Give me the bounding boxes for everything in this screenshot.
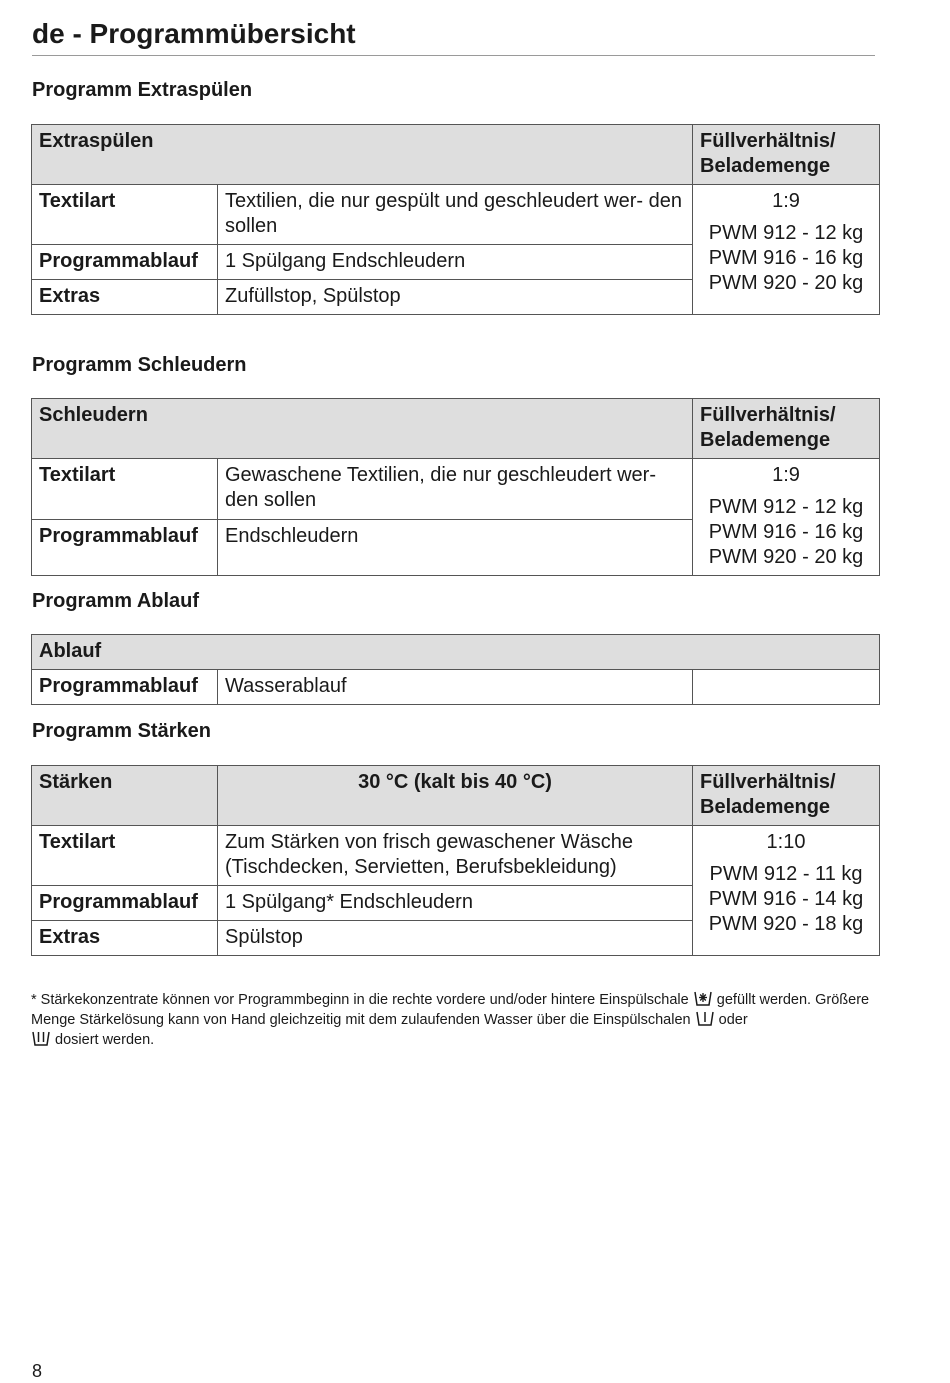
footnote-text: gefüllt werden. Größere Menge Stärkelösung kann von Hand gleichzeitig mit dem zulaufenden Wasser über die Einspülschalen [31, 992, 870, 1028]
footnote-text: dosiert werden. [55, 1032, 155, 1048]
row-value: Endschleudern [218, 520, 693, 576]
fill-ratio-cell [693, 459, 880, 576]
row-label: Textilart [32, 826, 218, 886]
table-row [32, 826, 880, 886]
row-label: Textilart [32, 459, 218, 520]
section-heading-extraspuelen: Programm Extraspülen [32, 79, 253, 101]
row-value: Gewaschene Textilien, die nur geschleudert wer- den sollen [218, 459, 693, 520]
section-heading-staerken: Programm Stärken [32, 720, 211, 742]
footnote-text: oder [718, 1012, 748, 1028]
fill-ratio-header: Füllverhältnis/ Belademenge [693, 399, 880, 459]
load-capacity: PWM 916 - 14 kg [708, 888, 864, 910]
program-name: Extraspülen [32, 125, 693, 185]
temperature-range: 30 °C (kalt bis 40 °C) [218, 766, 693, 826]
page-title: de - Programmübersicht [32, 18, 875, 56]
fill-ratio-cell [693, 826, 880, 956]
row-value: Spülstop [218, 921, 693, 956]
fill-ratio-header: Füllverhältnis/ Belademenge [693, 125, 880, 185]
fill-ratio: 1:9 [772, 190, 800, 212]
load-capacity: PWM 920 - 18 kg [708, 913, 864, 935]
load-capacity: PWM 920 - 20 kg [708, 546, 864, 568]
fill-ratio-header: Füllverhältnis/ Belademenge [693, 766, 880, 826]
load-capacity: PWM 912 - 12 kg [708, 496, 864, 518]
fill-ratio-cell [693, 185, 880, 315]
empty-cell [693, 670, 880, 705]
table-header-row [32, 635, 880, 670]
row-value: 1 Spülgang Endschleudern [218, 245, 693, 280]
load-capacity: PWM 912 - 12 kg [708, 222, 864, 244]
pre-wash-compartment-icon [31, 1030, 51, 1047]
table-staerken [31, 765, 880, 956]
row-value: Zum Stärken von frisch gewaschener Wäsche (Tischdecken, Servietten, Berufsbekleidung) [218, 826, 693, 886]
table-row [32, 459, 880, 520]
page-number: 8 [32, 1361, 43, 1381]
fill-ratio: 1:9 [772, 464, 800, 486]
table-header-row [32, 766, 880, 826]
load-capacity: PWM 916 - 16 kg [708, 521, 864, 543]
row-label: Extras [32, 280, 218, 315]
row-value: Zufüllstop, Spülstop [218, 280, 693, 315]
table-ablauf [31, 634, 880, 705]
section-heading-schleudern: Programm Schleudern [32, 354, 247, 376]
section-heading-ablauf: Programm Ablauf [32, 590, 200, 612]
row-label: Extras [32, 921, 218, 956]
row-label: Programmablauf [32, 886, 218, 921]
row-value: Wasserablauf [218, 670, 693, 705]
row-label: Programmablauf [32, 520, 218, 576]
row-label: Textilart [32, 185, 218, 245]
program-name: Schleudern [32, 399, 693, 459]
fill-ratio: 1:10 [766, 831, 806, 853]
table-extraspuelen [31, 124, 880, 315]
footnote-text: * Stärkekonzentrate können vor Programmbeginn in die rechte vordere und/oder hintere Einspülschale [31, 992, 689, 1008]
main-wash-compartment-icon [695, 1010, 715, 1027]
row-label: Programmablauf [32, 245, 218, 280]
load-capacity: PWM 912 - 11 kg [709, 863, 863, 885]
load-capacity: PWM 916 - 16 kg [708, 247, 864, 269]
table-row [32, 185, 880, 245]
row-value: 1 Spülgang* Endschleudern [218, 886, 693, 921]
footnote [31, 990, 881, 1050]
table-row [32, 670, 880, 705]
row-label: Programmablauf [32, 670, 218, 705]
table-header-row [32, 125, 880, 185]
load-capacity: PWM 920 - 20 kg [708, 272, 864, 294]
program-name: Stärken [32, 766, 218, 826]
program-name: Ablauf [32, 635, 880, 670]
table-schleudern [31, 398, 880, 576]
row-value: Textilien, die nur gespült und geschleudert wer- den sollen [218, 185, 693, 245]
table-header-row [32, 399, 880, 459]
softener-compartment-icon [693, 990, 713, 1007]
